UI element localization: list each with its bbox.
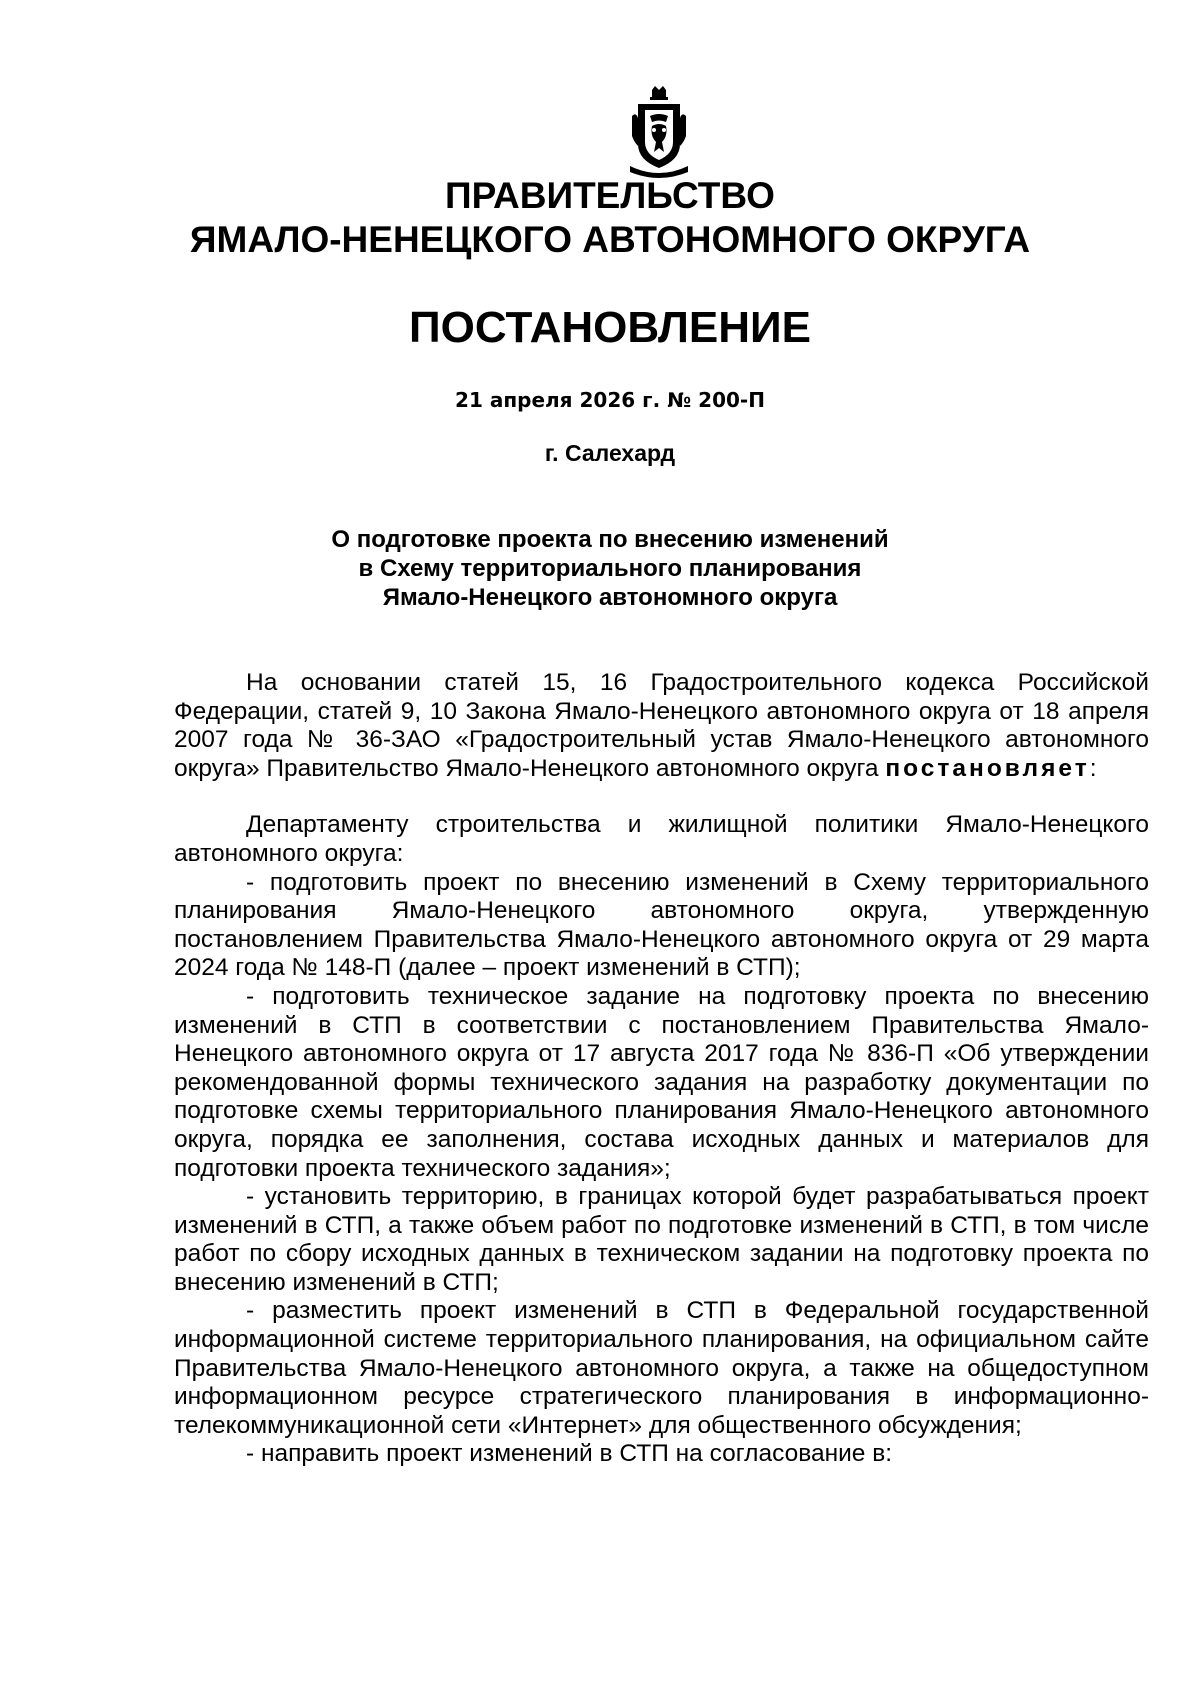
preamble-paragraph: [174, 669, 1149, 783]
document-body: [174, 669, 1149, 1469]
list-item: - подготовить проект по внесению изменений в Схему территориального планирования Ямало-Ненецкого автономного округа, утвержденную постановлением Правительства Ямало-Ненецкого автономного округа от 29 марта 2024 года № 148-П (далее – проект изменений в СТП);: [174, 868, 1149, 982]
list-item: - разместить проект изменений в СТП в Федеральной государственной информационной системе территориального планирования, на официальном сайте Правительства Ямало-Ненецкого автономного округа, а также на общедоступном информационном ресурсе стратегического планирования в информационно-телекоммуникационной сети «Интернет» для общественного обсуждения;: [174, 1297, 1149, 1439]
subject-line-1: О подготовке проекта по внесению изменений: [331, 526, 889, 553]
coat-of-arms-icon: [628, 86, 690, 180]
subject-line-2: в Схему территориального планирования: [358, 555, 862, 582]
government-title-line2: ЯМАЛО-НЕНЕЦКОГО АВТОНОМНОГО ОКРУГА: [189, 219, 1031, 260]
list-item: - подготовить техническое задание на подготовку проекта по внесению изменений в СТП в соответствии с постановлением Правительства Ямало-Ненецкого автономного округа от 17 августа 2017 года № 836-П «Об утверждении рекомендованной формы технического задания на разработку документации по подготовке схемы территориального планирования Ямало-Ненецкого автономного округа, порядка ее заполнения, состава исходных данных и материалов для подготовки проекта технического задания»;: [174, 982, 1149, 1182]
document-city: г. Салехард: [544, 440, 676, 466]
document-date-number: 21 апреля 2026 г. № 200-П: [455, 388, 765, 412]
document-type-title: ПОСТАНОВЛЕНИЕ: [408, 303, 812, 352]
department-paragraph: Департаменту строительства и жилищной политики Ямало-Ненецкого автономного округа:: [174, 811, 1149, 867]
document-subject: [0, 525, 1200, 612]
subject-line-3: Ямало-Ненецкого автономного округа: [382, 584, 838, 611]
resolves-colon: :: [1089, 754, 1097, 782]
list-item: - направить проект изменений в СТП на согласование в:: [246, 1440, 893, 1468]
resolves-word: постановляет: [885, 754, 1090, 782]
government-title-line1: ПРАВИТЕЛЬСТВО: [445, 175, 775, 216]
preamble-text: На основании статей 15, 16 Градостроительного кодекса Российской Федерации, статей 9, 10 Закона Ямало-Ненецкого автономного округа от 18 апреля 2007 года № 36-ЗАО «Градостроительный устав Ямало-Ненецкого автономного округа» Правительство Ямало-Ненецкого автономного округа: [174, 669, 1149, 782]
list-item: - установить территорию, в границах которой будет разрабатываться проект изменений в СТП, а также объем работ по подготовке изменений в СТП, в том числе работ по сбору исходных данных в техническом задании на подготовку проекта по внесению изменений в СТП;: [174, 1183, 1149, 1296]
